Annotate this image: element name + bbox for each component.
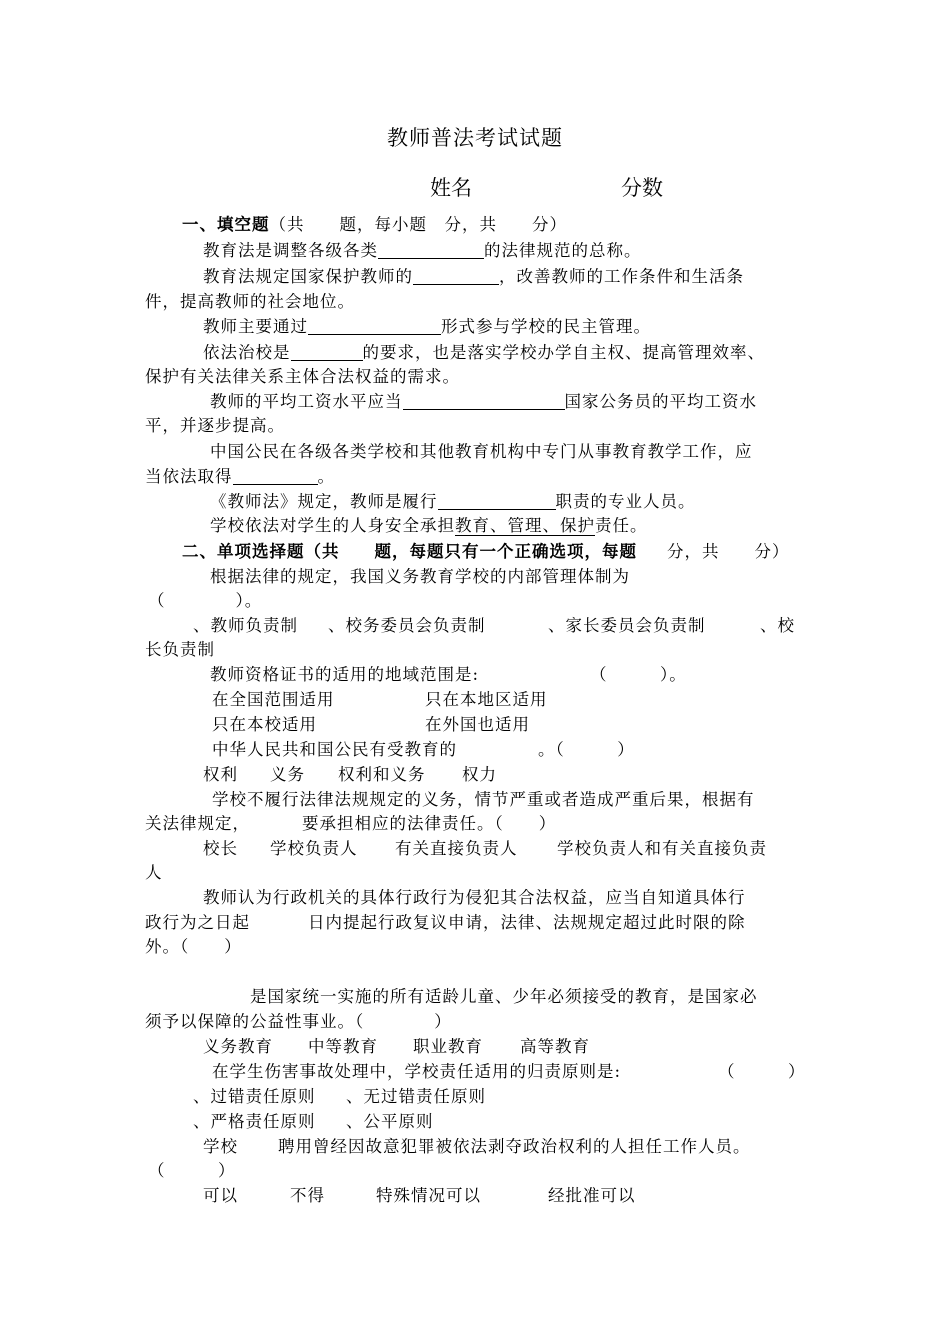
fill-question-2-cont: 件，提高教师的社会地位。 — [145, 292, 355, 311]
option-a[interactable]: 权利 — [203, 765, 238, 784]
page-title: 教师普法考试试题 — [387, 126, 563, 150]
option-d-cont: 人 — [145, 863, 163, 882]
answer-blank[interactable] — [438, 491, 556, 510]
option-d[interactable]: 、公平原则 — [346, 1112, 434, 1131]
choice-question-1: 根据法律的规定，我国义务教育学校的内部管理体制为 — [210, 567, 630, 586]
option-a[interactable]: 、教师负责制 — [193, 616, 298, 635]
option-b[interactable]: 中等教育 — [308, 1037, 378, 1056]
choice-question-4-line2: 关法律规定， 要承担相应的法律责任。（ ） — [145, 814, 557, 833]
fill-question-6: 中国公民在各级各类学校和其他教育机构中专门从事教育教学工作，应 — [210, 442, 753, 461]
choice-question-5: 教师认为行政机关的具体行政行为侵犯其合法权益，应当自知道具体行 — [203, 888, 746, 907]
option-a[interactable]: 义务教育 — [203, 1037, 273, 1056]
fill-question-5: 教师的平均工资水平应当 国家公务员的平均工资水 — [210, 392, 757, 411]
choice-question-8: 学校 聘用曾经因故意犯罪被依法剥夺政治权利的人担任工作人员。 — [203, 1137, 751, 1156]
section1-header — [182, 214, 567, 236]
option-c[interactable]: 有关直接负责人 — [395, 839, 518, 858]
score-label: 分数 — [621, 176, 663, 200]
answer-blank[interactable] — [378, 240, 484, 259]
answer-blank[interactable] — [403, 391, 565, 410]
section2-heading-tail: 分，共 分） — [667, 542, 790, 561]
answer-paren[interactable]: （ ） — [718, 1062, 806, 1081]
answer-blank[interactable] — [233, 466, 318, 485]
choice-question-6-line2: 须予以保障的公益性事业。（ ） — [145, 1012, 452, 1031]
option-d[interactable]: 经批准可以 — [548, 1186, 636, 1205]
fill-question-7: 《教师法》规定，教师是履行 职责的专业人员。 — [210, 492, 696, 511]
option-b[interactable]: 、无过错责任原则 — [346, 1087, 486, 1106]
option-d[interactable]: 在外国也适用 — [425, 715, 530, 734]
fill-question-3: 教师主要通过 形式参与学校的民主管理。 — [203, 317, 651, 336]
option-c[interactable]: 特殊情况可以 — [376, 1186, 481, 1205]
answer-blank[interactable] — [413, 266, 499, 285]
section2-header — [182, 541, 790, 563]
choice-question-5-line2: 政行为之日起 日内提起行政复议申请，法律、法规规定超过此时限的除 — [145, 913, 746, 932]
fill-question-1: 教育法是调整各级各类 的法律规范的总称。 — [203, 241, 642, 260]
option-b[interactable]: 义务 — [270, 765, 305, 784]
answer-blank[interactable] — [308, 316, 441, 335]
option-d[interactable]: 权力 — [462, 765, 497, 784]
choice-question-2: 教师资格证书的适用的地域范围是: — [210, 665, 480, 684]
answer-paren[interactable]: （ ）。 — [590, 665, 687, 684]
choice-question-5-line3: 外。（ ） — [145, 937, 242, 956]
choice-question-3: 中华人民共和国公民有受教育的 — [212, 740, 457, 759]
answer-paren[interactable]: （ ） — [148, 1161, 236, 1180]
filled-answer: 教育、管理、保护 — [455, 516, 595, 535]
name-label: 姓名 — [430, 176, 472, 200]
fill-question-4: 依法治校是 的要求，也是落实学校办学自主权、提高管理效率、 — [203, 343, 765, 362]
choice-question-4: 学校不履行法律法规规定的义务，情节严重或者造成严重后果，根据有 — [212, 790, 755, 809]
answer-paren[interactable]: 。（ ） — [538, 740, 635, 759]
option-d-cont: 长负责制 — [145, 640, 215, 659]
section2-heading: 二、单项选择题 — [182, 542, 305, 561]
section2-heading-note: （共 题，每题只有一个正确选项，每题 — [304, 542, 637, 561]
fill-question-4-cont: 保护有关法律关系主体合法权益的需求。 — [145, 367, 460, 386]
fill-question-5-cont: 平，并逐步提高。 — [145, 416, 285, 435]
option-b[interactable]: 不得 — [290, 1186, 325, 1205]
option-a[interactable]: 可以 — [203, 1186, 238, 1205]
choice-question-7: 在学生伤害事故处理中，学校责任适用的归责原则是: — [212, 1062, 622, 1081]
answer-paren[interactable]: （ ）。 — [148, 591, 263, 610]
answer-blank[interactable] — [291, 342, 363, 361]
option-c[interactable]: 、家长委员会负责制 — [548, 616, 706, 635]
option-b[interactable]: 学校负责人 — [270, 839, 358, 858]
option-a[interactable]: 校长 — [203, 839, 238, 858]
fill-question-6-cont: 当依法取得 。 — [145, 467, 335, 486]
choice-question-6: 是国家统一实施的所有适龄儿童、少年必须接受的教育，是国家必 — [250, 987, 758, 1006]
section1-heading: 一、填空题 — [182, 215, 270, 234]
fill-question-2: 教育法规定国家保护教师的 ，改善教师的工作条件和生活条 — [203, 267, 744, 286]
option-c[interactable]: 职业教育 — [413, 1037, 483, 1056]
option-b[interactable]: 、校务委员会负责制 — [328, 616, 486, 635]
option-d[interactable]: 学校负责人和有关直接负责 — [557, 839, 767, 858]
option-d[interactable]: 、校 — [760, 616, 795, 635]
option-a[interactable]: 、过错责任原则 — [193, 1087, 316, 1106]
option-a[interactable]: 在全国范围适用 — [212, 690, 335, 709]
section1-heading-note: （共 题，每小题 分，共 分） — [269, 215, 567, 234]
option-b[interactable]: 只在本地区适用 — [425, 690, 548, 709]
fill-question-8: 学校依法对学生的人身安全承担教育、管理、保护责任。 — [210, 516, 648, 535]
option-d[interactable]: 高等教育 — [520, 1037, 590, 1056]
option-c[interactable]: 权利和义务 — [338, 765, 426, 784]
option-c[interactable]: 、严格责任原则 — [193, 1112, 316, 1131]
option-c[interactable]: 只在本校适用 — [212, 715, 317, 734]
